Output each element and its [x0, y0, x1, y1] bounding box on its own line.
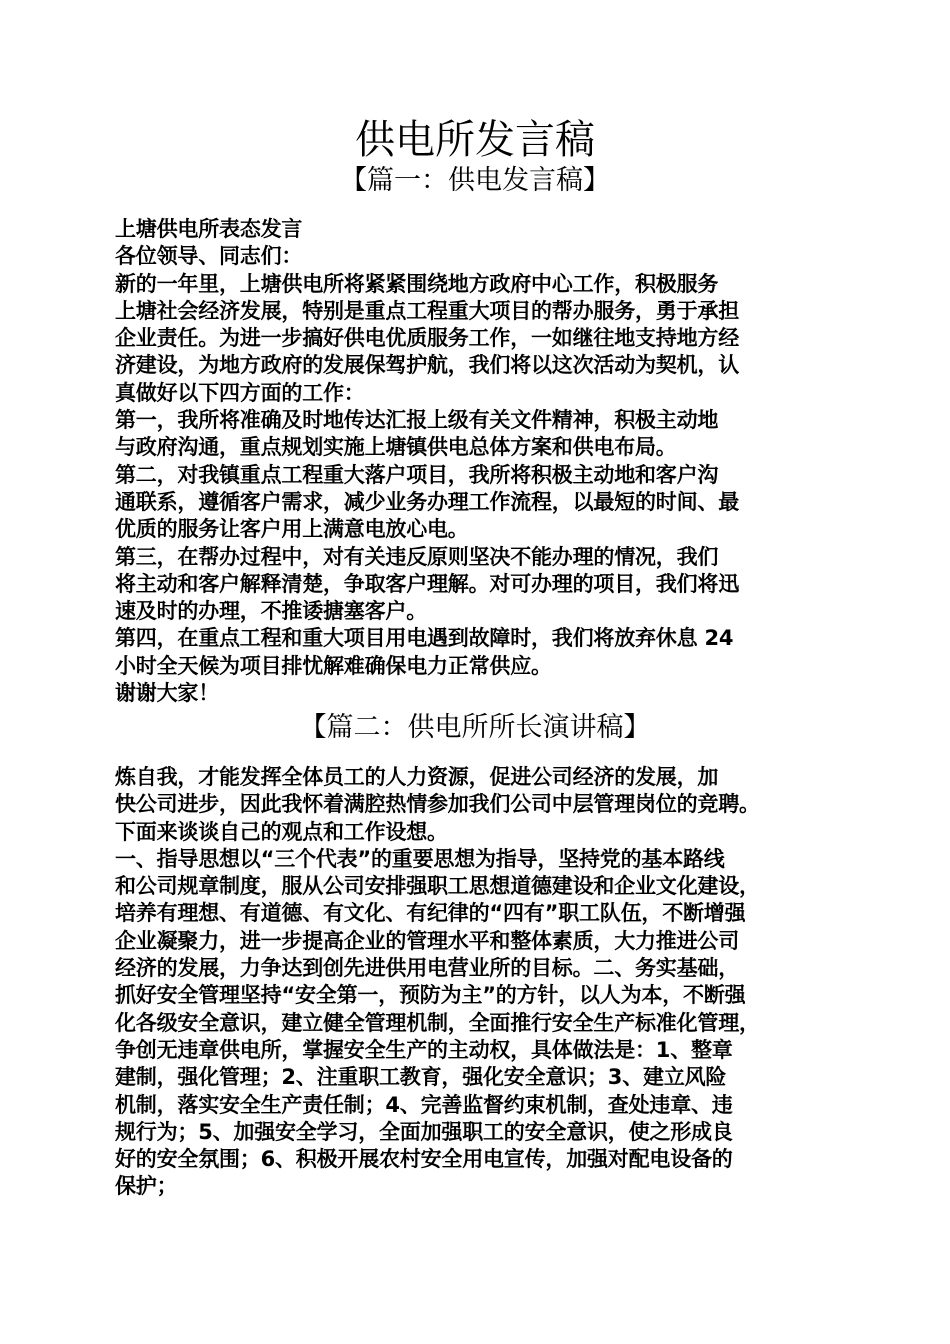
paragraph-line: 通联系，遵循客户需求，减少业务办理工作流程，以最短的时间、最	[115, 489, 739, 514]
section-1-body	[115, 216, 845, 707]
paragraph-line: 快公司进步，因此我怀着满腔热情参加我们公司中层管理岗位的竞聘。	[115, 792, 760, 817]
paragraph-line: 下面来谈谈自己的观点和工作设想。	[115, 819, 448, 844]
paragraph-line: 各位领导、同志们：	[115, 244, 303, 269]
document-title: 供电所发言稿	[355, 117, 595, 163]
section-heading-2: 【篇二：供电所所长演讲稿】	[299, 712, 651, 743]
section-2-body	[115, 764, 845, 1201]
paragraph-line: 第二，对我镇重点工程重大落户项目，我所将积极主动地和客户沟	[115, 462, 719, 487]
section-heading-1: 【篇一：供电发言稿】	[340, 165, 610, 196]
paragraph-line: 新的一年里，上塘供电所将紧紧围绕地方政府中心工作，积极服务	[115, 271, 719, 296]
paragraph-line: 和公司规章制度，服从公司安排强职工思想道德建设和企业文化建设，	[115, 874, 760, 899]
paragraph-line: 真做好以下四方面的工作：	[115, 380, 365, 405]
paragraph-line: 优质的服务让客户用上满意电放心电。	[115, 517, 469, 542]
paragraph-line: 小时全天候为项目排忧解难确保电力正常供应。	[115, 653, 552, 678]
paragraph-line: 建制，强化管理；2、注重职工教育，强化安全意识；3、建立风险	[115, 1065, 727, 1090]
paragraph-line: 第一，我所将准确及时地传达汇报上级有关文件精神，积极主动地	[115, 408, 719, 433]
paragraph-line: 一、指导思想以“三个代表”的重要思想为指导，坚持党的基本路线	[115, 846, 725, 871]
paragraph-line: 规行为；5、加强安全学习，全面加强职工的安全意识，使之形成良	[115, 1119, 733, 1144]
paragraph-line: 好的安全氛围；6、积极开展农村安全用电宣传，加强对配电设备的	[115, 1147, 733, 1172]
paragraph-line: 化各级安全意识，建立健全管理机制，全面推行安全生产标准化管理，	[115, 1010, 760, 1035]
paragraph-line: 培养有理想、有道德、有文化、有纪律的“四有”职工队伍，不断增强	[115, 901, 746, 926]
paragraph-line: 机制，落实安全生产责任制；4、完善监督约束机制，查处违章、违	[115, 1092, 733, 1117]
paragraph-line: 速及时的办理，不推诿搪塞客户。	[115, 599, 427, 624]
paragraph-line: 保护；	[115, 1174, 178, 1199]
paragraph-line: 将主动和客户解释清楚，争取客户理解。对可办理的项目，我们将迅	[115, 571, 739, 596]
paragraph-line: 第三，在帮办过程中，对有关违反原则坚决不能办理的情况，我们	[115, 544, 719, 569]
paragraph-line: 企业责任。为进一步搞好供电优质服务工作，一如继往地支持地方经	[115, 326, 739, 351]
paragraph-line: 企业凝聚力，进一步提高企业的管理水平和整体素质，大力推进公司	[115, 928, 739, 953]
paragraph-line: 第四，在重点工程和重大项目用电遇到故障时，我们将放弃休息 24	[115, 626, 734, 651]
paragraph-line: 与政府沟通，重点规划实施上塘镇供电总体方案和供电布局。	[115, 435, 677, 460]
paragraph-line: 经济的发展，力争达到创先进供用电营业所的目标。二、务实基础，	[115, 956, 739, 981]
paragraph-line: 争创无违章供电所，掌握安全生产的主动权，具体做法是：1、整章	[115, 1037, 733, 1062]
paragraph-line: 济建设，为地方政府的发展保驾护航，我们将以这次活动为契机，认	[115, 353, 739, 378]
paragraph-line: 抓好安全管理坚持“安全第一，预防为主”的方针，以人为本，不断强	[115, 983, 746, 1008]
paragraph-line: 上塘供电所表态发言	[115, 217, 303, 241]
paragraph-line: 上塘社会经济发展，特别是重点工程重大项目的帮办服务，勇于承担	[115, 298, 739, 323]
paragraph-line: 炼自我，才能发挥全体员工的人力资源，促进公司经济的发展，加	[115, 765, 719, 789]
paragraph-line: 谢谢大家！	[115, 681, 219, 706]
